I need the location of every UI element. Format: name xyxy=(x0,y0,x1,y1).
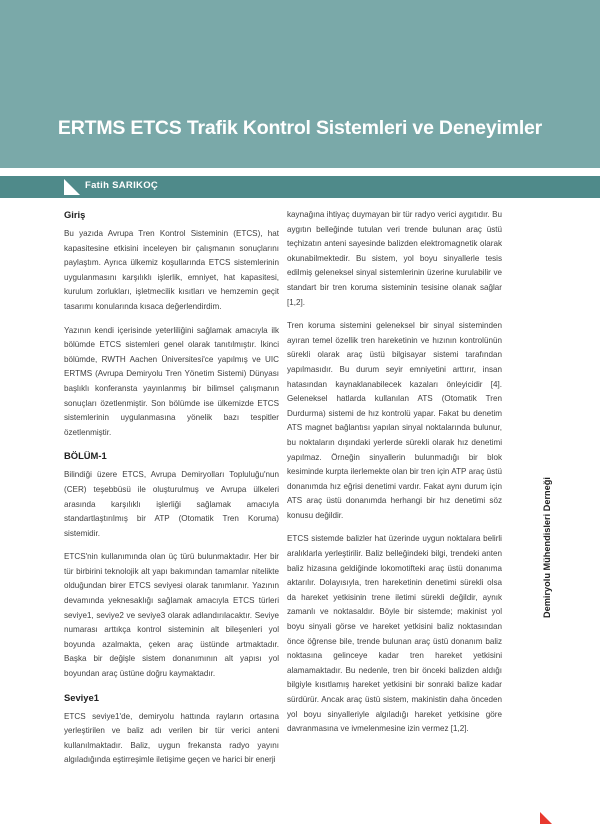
paragraph: ETCS seviye1'de, demiryolu hattında rayların ortasına yerleştirilen ve baliz adı verilen bir tür verici anteni kullanılmaktadır. Baliz, uygun frekansta radyo yayını algıladığında eştirreşimle iletişime geçen ve harici bir enerji xyxy=(64,711,279,765)
triangle-icon xyxy=(64,179,80,195)
corner-triangle-icon xyxy=(540,812,552,824)
paragraph: ETCS sistemde balizler hat üzerinde uygun noktalara belirli aralıklarla yerleştirilir. Baliz belleğindeki bilgi, trendeki anten baliz hizasına geldiğinde lokomotifteki araç üstü donanıma aktarılır. Dolayısıyla, tren hareketinin denetimi sürekli olsa da hareket yetkisinin trene iletimi sürekli değildir, aynık zamanlı ve noktasaldır. Böyle bir sistemde; makinist yol boyu sinyali görse ve hareket yetkisini baliz noktasından önce öğrense bile, trende bulunan araç üstü donanım baliz noktasına gelinceye kadar tren hareket yetkisini alamamaktadır. Bu nedenle, tren bir önceki balizden aldığı bilgiyle kısıtlamış hareket yetkisini bir sonraki balize kadar sürdürür. Ancak araç üstü sistem, makinistin daha önceden yol boyu sinyalleriyle algıladığı hareket yetkisine göre davranmasına ve ivmelenmesine izin vermez [1,2]. xyxy=(287,534,502,734)
right-column xyxy=(287,208,502,746)
publisher-name: Demiryolu Mühendisleri Derneği xyxy=(542,477,552,618)
header-banner xyxy=(0,0,600,168)
paragraph: Tren koruma sistemini geleneksel bir sinyal sisteminden ayıran temel özellik tren hareketinin ve hızının kontrolünün sürekli olarak araç üstü bilgisayar sistemi tarafından yapılmasıdır. Bu durum seyir emniyetini arttırır, insan hatasından kaynaklanabilecek kazaları önleyicidir [4]. Geleneksel hatlarda kullanılan ATS (Otomatik Tren Durdurma) sistemi de hız kontrolü yapar. Fakat bu denetim ATS magnet bağlantısı yapılan sinyal noktalarında bulunur, bu noktaların dışındaki yerlerde sürekli olarak hız denetimi yapılmaz. Örneğin sinyallerin bulunmadığı bir blok kesiminde kurpta ilerlemekte olan bir tren için ATP araç üstü donanımda hız eğrisi denetimi vardır. Fakat aynı durum için ATS araç üstü donanımda herhangi bir hız denetimi söz konusu değildir. xyxy=(287,321,502,520)
author-name: Fatih SARIKOÇ xyxy=(85,180,159,191)
paragraph: ETCS'nin kullanımında olan üç türü bulunmaktadır. Her bir tür birbirini teknolojik alt yapı bakımından tamamlar nitelikte olduğundan birer ETCS seviyesi olarak tanımlanır. Yazının devamında yeknesaklığı sağlamak amacıyla ETCS türleri seviye1, seviye2 ve seviye3 olarak adlandırılacaktır. Seviye numarası arttıkça kontrol sisteminin alt bileşenleri yol boyunda azalmakta, çeken araç üstünde artmaktadır. Başka bir değişle sistem donanımının alt yapısı yol boyundan araç üstüne doğru kaymaktadır. xyxy=(64,552,279,679)
publisher-sidebar xyxy=(541,477,553,622)
paragraph: Bilindiği üzere ETCS, Avrupa Demiryolları Topluluğu'nun (CER) teşebbüsü ile oluşturulmuş ve Avrupa ülkeleri arasında karşılıklı işlerliği sağlamak amacıyla standartlaştırılmış bir ATP (Otomatik Tren Koruma) sistemidir. xyxy=(64,470,279,538)
section-heading-seviye1: Seviye1 xyxy=(64,691,99,703)
section-heading-intro: Giriş xyxy=(64,209,86,220)
paragraph: Yazının kendi içerisinde yeterliliğini sağlamak amacıyla ilk bölümde ETCS sistemleri genel olarak tanıtılmıştır. İkinci bölümde, RWTH Aachen Üniversitesi'ce yapılmış ve UIC ERTMS (Avrupa Demiryolu Tren Yönetim Sistemi) Dünyası başlıklı konferansta yayınlanmış bir bilimsel çalışmanın sonuçları özetlenmiştir. Son bölümde ise ülkemizde ETCS sistemlerinin uygulanmasına yönelik bazı tespitler özetlenmiştir. xyxy=(64,325,279,437)
article-title: ERTMS ETCS Trafik Kontrol Sistemleri ve Deneyimler xyxy=(57,117,543,139)
section-heading-bolum1: BÖLÜM-1 xyxy=(64,450,107,462)
paragraph: Bu yazıda Avrupa Tren Kontrol Sisteminin (ETCS), hat kapasitesine etkisini inceleyen bir çalışmanın sonuçlarını paylaştım. Ayrıca ülkemiz koşullarında ETCS sistemlerinin uygulanmasını karşılıklı işlerlik, emniyet, hat kapasitesi, kurulum zorlukları, işletmecilik kısıtları ve hemzemin geçit tasarımı konularında kısaca değerlendirdim. xyxy=(64,229,279,311)
paragraph: kaynağına ihtiyaç duymayan bir tür radyo verici aygıtıdır. Bu aygıtın belleğinde tutulan veri trende bulunan araç üstü teçhizatın anteni sayesinde balizden elektromagnetik olarak okunabilmektedir. Bu sistem, yol boyu sinyallerle tesis edilmiş geleneksel sinyal sistemlerinin üzerine kurulabilir ve standart bir tren koruma sisteminin tesisine olanak sağlar [1,2]. xyxy=(287,210,502,307)
left-column xyxy=(64,208,279,777)
